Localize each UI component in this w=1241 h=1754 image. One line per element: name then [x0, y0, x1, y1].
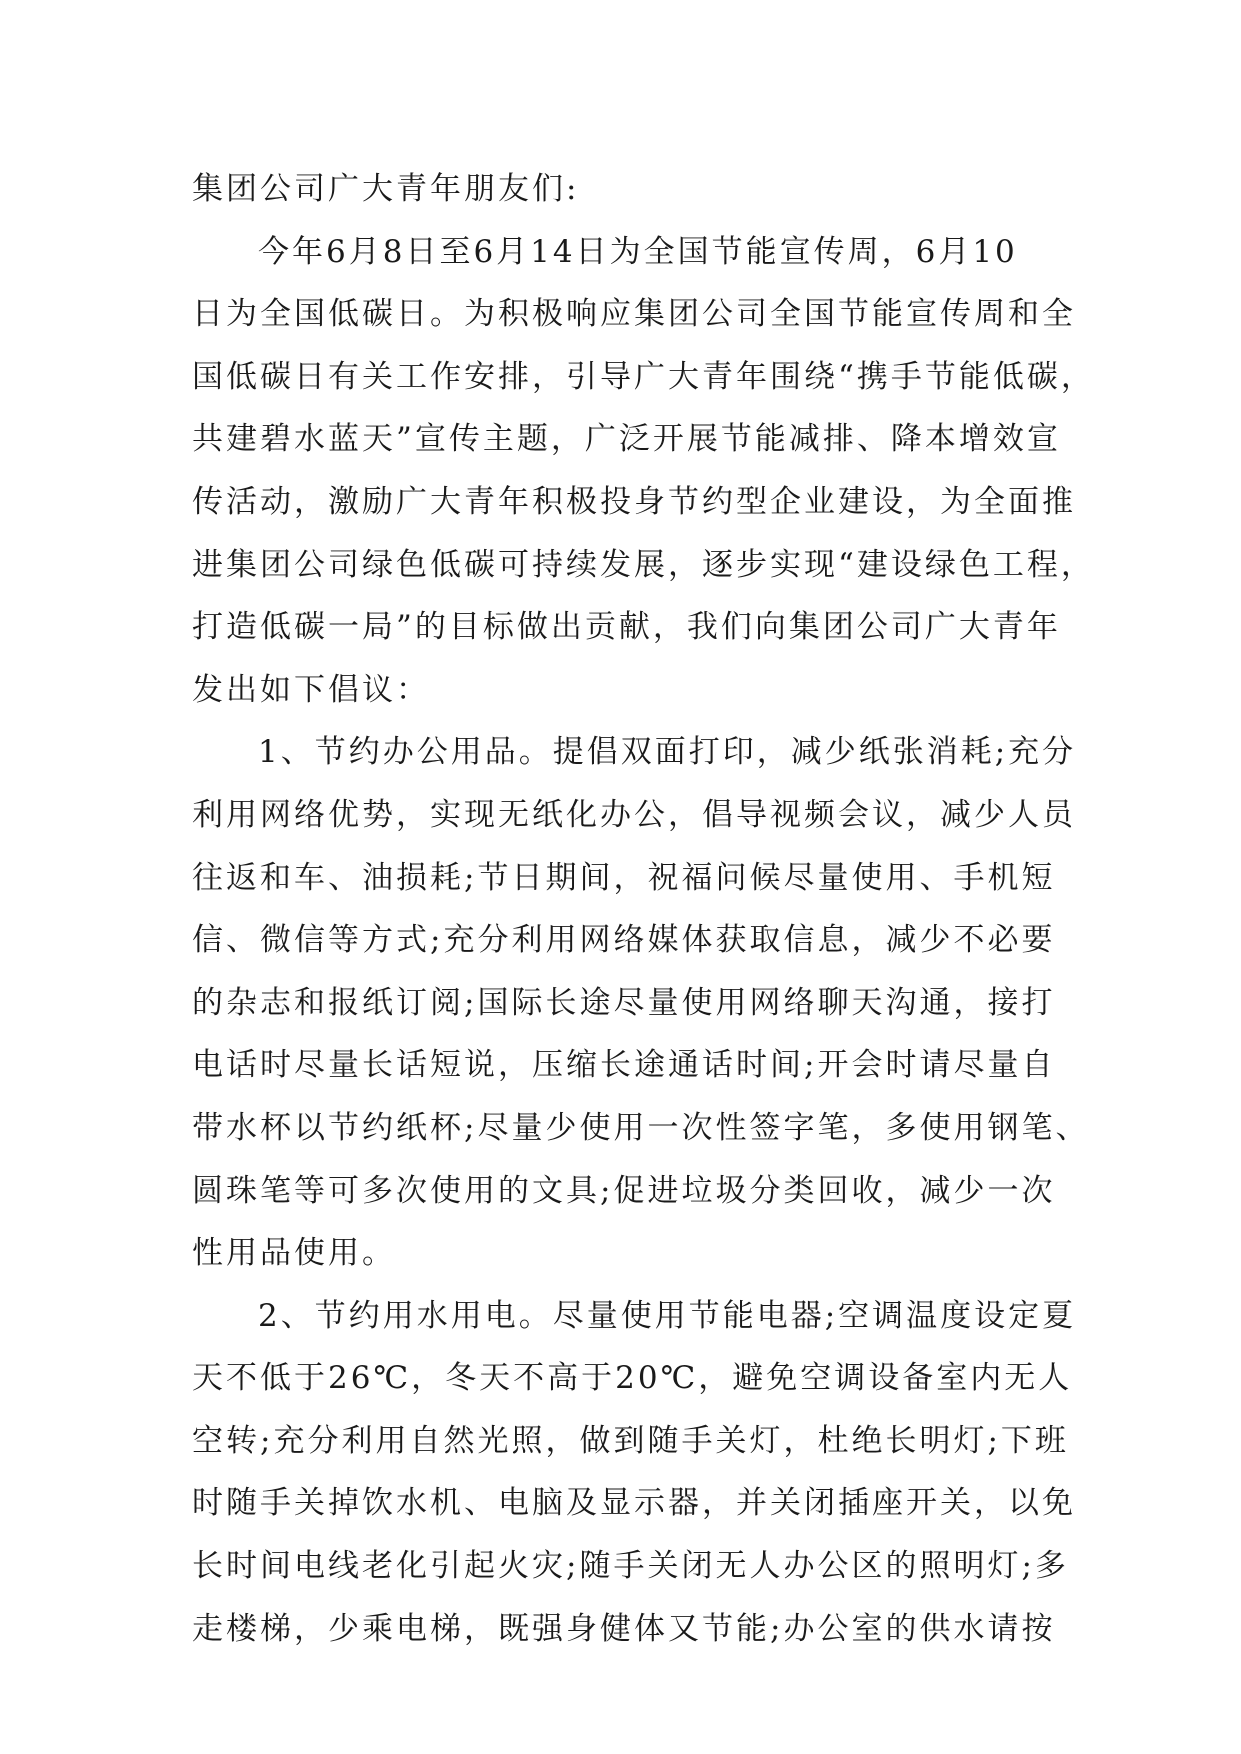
paragraph-line: 2、节约用水用电。尽量使用节能电器;空调温度设定夏 [258, 1297, 1077, 1334]
paragraph-line: 利用网络优势，实现无纸化办公，倡导视频会议，减少人员 [192, 796, 1076, 833]
paragraph-line: 日为全国低碳日。为积极响应集团公司全国节能宣传周和全 [192, 296, 1076, 333]
paragraph-line: 进集团公司绿色低碳可持续发展，逐步实现“建设绿色工程， [192, 546, 1095, 583]
paragraph-line: 往返和车、油损耗;节日期间，祝福问候尽量使用、手机短 [192, 859, 1056, 896]
salutation-line: 集团公司广大青年朋友们: [192, 171, 580, 207]
paragraph-line: 的杂志和报纸订阅;国际长途尽量使用网络聊天沟通，接打 [192, 984, 1056, 1021]
paragraph-line: 电话时尽量长话短说，压缩长途通话时间;开会时请尽量自 [192, 1047, 1056, 1084]
paragraph-line: 空转;充分利用自然光照，做到随手关灯，杜绝长明灯;下班 [192, 1422, 1069, 1459]
paragraph-line: 打造低碳一局”的目标做出贡献，我们向集团公司广大青年 [192, 609, 1061, 646]
paragraph-line: 带水杯以节约纸杯;尽量少使用一次性签字笔，多使用钢笔、 [192, 1109, 1090, 1146]
paragraph-line: 长时间电线老化引起火灾;随手关闭无人办公区的照明灯;多 [192, 1548, 1069, 1585]
paragraph-line: 1、节约办公用品。提倡双面打印，减少纸张消耗;充分 [258, 734, 1077, 771]
paragraph-line: 信、微信等方式;充分利用网络媒体获取信息，减少不必要 [192, 922, 1056, 959]
paragraph-line: 走楼梯，少乘电梯，既强身健体又节能;办公室的供水请按 [192, 1610, 1056, 1647]
paragraph-line: 性用品使用。 [192, 1235, 396, 1272]
document-body [192, 158, 1095, 1660]
paragraph-line: 发出如下倡议： [192, 671, 430, 708]
paragraph-line: 共建碧水蓝天”宣传主题，广泛开展节能减排、降本增效宣 [192, 421, 1061, 458]
paragraph-line: 天不低于26℃，冬天不高于20℃，避免空调设备室内无人 [192, 1360, 1073, 1397]
paragraph-line: 今年6月8日至6月14日为全国节能宣传周，6月10 [258, 233, 1018, 270]
paragraph-line: 时随手关掉饮水机、电脑及显示器，并关闭插座开关，以免 [192, 1485, 1076, 1522]
paragraph-line: 圆珠笔等可多次使用的文具;促进垃圾分类回收，减少一次 [192, 1172, 1056, 1209]
paragraph-line: 传活动，激励广大青年积极投身节约型企业建设，为全面推 [192, 483, 1076, 520]
paragraph-line: 国低碳日有关工作安排，引导广大青年围绕“携手节能低碳， [192, 358, 1095, 395]
